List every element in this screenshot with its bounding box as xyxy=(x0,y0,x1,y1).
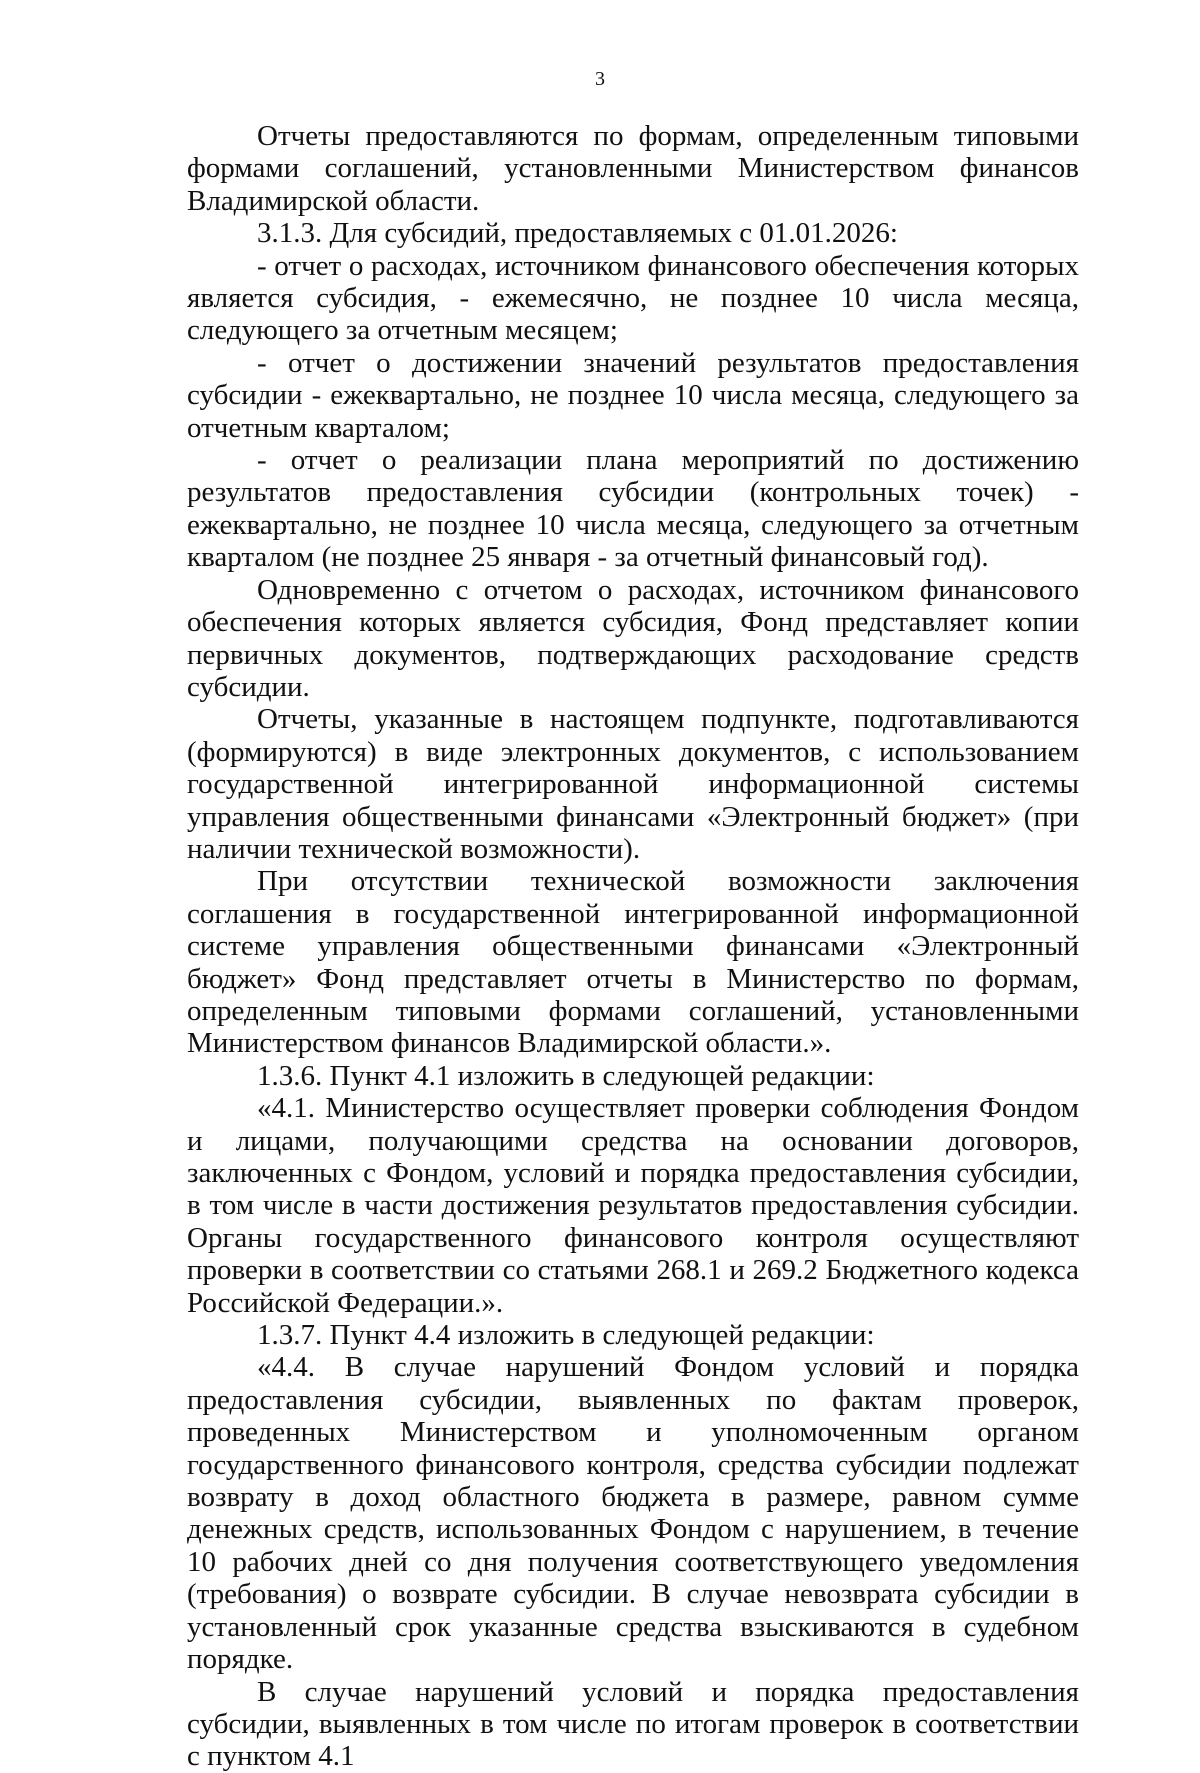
paragraph-results-report: - отчет о достижении значений результатов предоставления субсидии - ежеквартально, не позднее 10 числа месяца, следующего за отчетным кварталом; xyxy=(187,346,1079,444)
paragraph-violations-continued: В случае нарушений условий и порядка предоставления субсидии, выявленных в том числе по итогам проверок в соответствии с пунктом 4.1 xyxy=(187,1675,1079,1773)
page-number: 3 xyxy=(595,68,605,90)
paragraph-primary-documents: Одновременно с отчетом о расходах, источником финансового обеспечения которых является субсидия, Фонд представляет копии первичных документов, подтверждающих расходование средств субсидии. xyxy=(187,573,1079,703)
paragraph-1-3-7-heading: 1.3.7. Пункт 4.4 изложить в следующей редакции: xyxy=(257,1319,875,1352)
paragraph-plan-report: - отчет о реализации плана мероприятий по достижению результатов предоставления субсидии (контрольных точек) - ежеквартально, не позднее 10 числа месяца, следующего за отчетным кварталом (не позднее 25 января - за отчетный финансовый год). xyxy=(187,444,1079,574)
paragraph-electronic-documents: Отчеты, указанные в настоящем подпункте, подготавливаются (формируются) в виде электронных документов, с использованием государственной интегрированной информационной системы управления общественными финансами «Электронный бюджет» (при наличии технической возможности). xyxy=(187,703,1079,865)
paragraph-1-3-6-heading: 1.3.6. Пункт 4.1 изложить в следующей редакции: xyxy=(257,1059,875,1092)
paragraph-clause-4-4: «4.4. В случае нарушений Фондом условий и порядка предоставления субсидии, выявленных по фактам проверок, проведенных Министерством и уполномоченным органом государственного финансового контроля, средства субсидии подлежат возврату в доход областного бюджета в размере, равном сумме денежных средств, использованных Фондом с нарушением, в течение 10 рабочих дней со дня получения соответствующего уведомления (требования) о возврате субсидии. В случае невозврата субсидии в установленный срок указанные средства взыскиваются в судебном порядке. xyxy=(187,1351,1079,1676)
paragraph-3-1-3-heading: 3.1.3. Для субсидий, предоставляемых с 01.01.2026: xyxy=(257,217,898,250)
document-body xyxy=(187,120,1079,1773)
paragraph-no-technical-possibility: При отсутствии технической возможности заключения соглашения в государственной интегрированной информационной системе управления общественными финансами «Электронный бюджет» Фонд представляет отчеты в Министерство по формам, определенным типовыми формами соглашений, установленными Министерством финансов Владимирской области.». xyxy=(187,865,1079,1060)
paragraph-expense-report: - отчет о расходах, источником финансового обеспечения которых является субсидия, - ежемесячно, не позднее 10 числа месяца, следующего за отчетным месяцем; xyxy=(187,249,1079,347)
paragraph-reports-forms: Отчеты предоставляются по формам, определенным типовыми формами соглашений, установленными Министерством финансов Владимирской области. xyxy=(187,120,1079,217)
paragraph-clause-4-1: «4.1. Министерство осуществляет проверки соблюдения Фондом и лицами, получающими средства на основании договоров, заключенных с Фондом, условий и порядка предоставления субсидии, в том числе в части достижения результатов предоставления субсидии. Органы государственного финансового контроля осуществляют проверки в соответствии со статьями 268.1 и 269.2 Бюджетного кодекса Российской Федерации.». xyxy=(187,1092,1079,1319)
